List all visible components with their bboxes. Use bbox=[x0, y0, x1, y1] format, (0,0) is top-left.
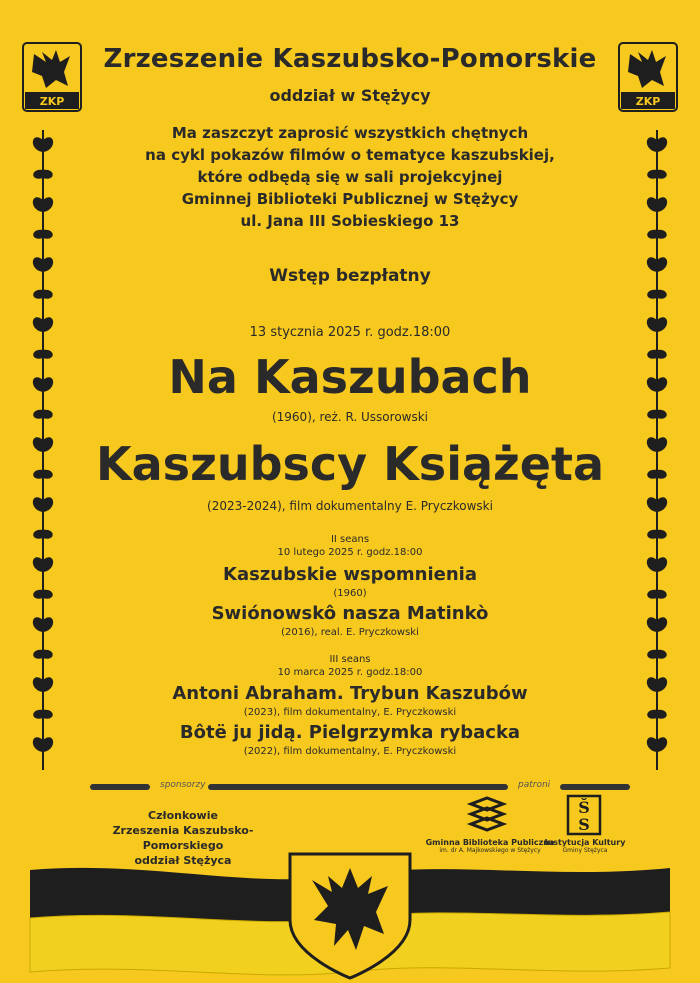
logo-text: ZKP bbox=[39, 95, 65, 108]
organization-name: Zrzeszenie Kaszubsko-Pomorskie bbox=[103, 44, 597, 74]
library-subtitle: im. dr A. Majkowskiego w Stężycy bbox=[439, 847, 541, 854]
sponsors-label: sponsorzy bbox=[160, 780, 206, 790]
invitation-text bbox=[0, 122, 700, 232]
session3-film1-meta: (2023), film dokumentalny, E. Pryczkowski bbox=[243, 707, 457, 718]
session2-film2-title: Swiónowskô nasza Matinkò bbox=[211, 603, 489, 624]
session1-film2-meta: (2023-2024), film dokumentalny E. Pryczkowski bbox=[207, 499, 493, 513]
svg-text:S: S bbox=[578, 815, 590, 834]
invitation-line: Ma zaszczyt zaprosić wszystkich chętnych bbox=[171, 124, 529, 142]
session3-film1-title: Antoni Abraham. Trybun Kaszubów bbox=[172, 683, 528, 704]
divider bbox=[208, 784, 508, 790]
svg-text:Š: Š bbox=[578, 798, 590, 817]
culture-name: Instytucja Kultury bbox=[544, 838, 626, 847]
session1-date: 13 stycznia 2025 r. godz.18:00 bbox=[249, 325, 451, 340]
session2-label: II seans bbox=[330, 534, 370, 545]
session2-date: 10 lutego 2025 r. godz.18:00 bbox=[277, 547, 423, 558]
organization-branch: oddział w Stężycy bbox=[269, 86, 431, 105]
session3-film2-meta: (2022), film dokumentalny, E. Pryczkowski bbox=[243, 746, 457, 757]
session2-film1-meta: (1960) bbox=[333, 588, 367, 599]
patrons-label: patroni bbox=[518, 780, 551, 790]
kashubian-flag-ribbon bbox=[0, 850, 700, 983]
session3-film2-title: Bôtë ju jidą. Pielgrzymka rybacka bbox=[179, 722, 521, 743]
members-line: oddział Stężyca bbox=[134, 854, 232, 867]
session3-date: 10 marca 2025 r. godz.18:00 bbox=[277, 667, 423, 678]
divider bbox=[560, 784, 630, 790]
invitation-line: Gminnej Biblioteki Publicznej w Stężycy bbox=[181, 190, 519, 208]
session1-film2-title: Kaszubscy Książęta bbox=[96, 437, 604, 491]
session2-film1-title: Kaszubskie wspomnienia bbox=[223, 564, 477, 585]
invitation-line: ul. Jana III Sobieskiego 13 bbox=[240, 212, 460, 230]
session1-film1-title: Na Kaszubach bbox=[168, 350, 532, 404]
culture-institution-logo-icon bbox=[566, 794, 602, 836]
members-line: Członkowie bbox=[148, 809, 218, 822]
session1-film1-meta: (1960), reż. R. Ussorowski bbox=[271, 410, 429, 424]
members-line: Zrzeszenia Kaszubsko-Pomorskiego bbox=[112, 824, 254, 852]
divider bbox=[90, 784, 150, 790]
session3-label: III seans bbox=[329, 654, 371, 665]
culture-subtitle: Gminy Stężyca bbox=[562, 847, 608, 854]
library-name: Gminna Biblioteka Publiczna bbox=[425, 838, 555, 847]
session2-film2-meta: (2016), real. E. Pryczkowski bbox=[281, 627, 419, 638]
invitation-line: na cykl pokazów filmów o tematyce kaszubskiej, bbox=[145, 146, 555, 164]
logo-text: ZKP bbox=[635, 95, 661, 108]
invitation-line: które odbędą się w sali projekcyjnej bbox=[197, 168, 503, 186]
library-logo-icon bbox=[465, 796, 509, 836]
free-entry: Wstęp bezpłatny bbox=[269, 266, 431, 286]
